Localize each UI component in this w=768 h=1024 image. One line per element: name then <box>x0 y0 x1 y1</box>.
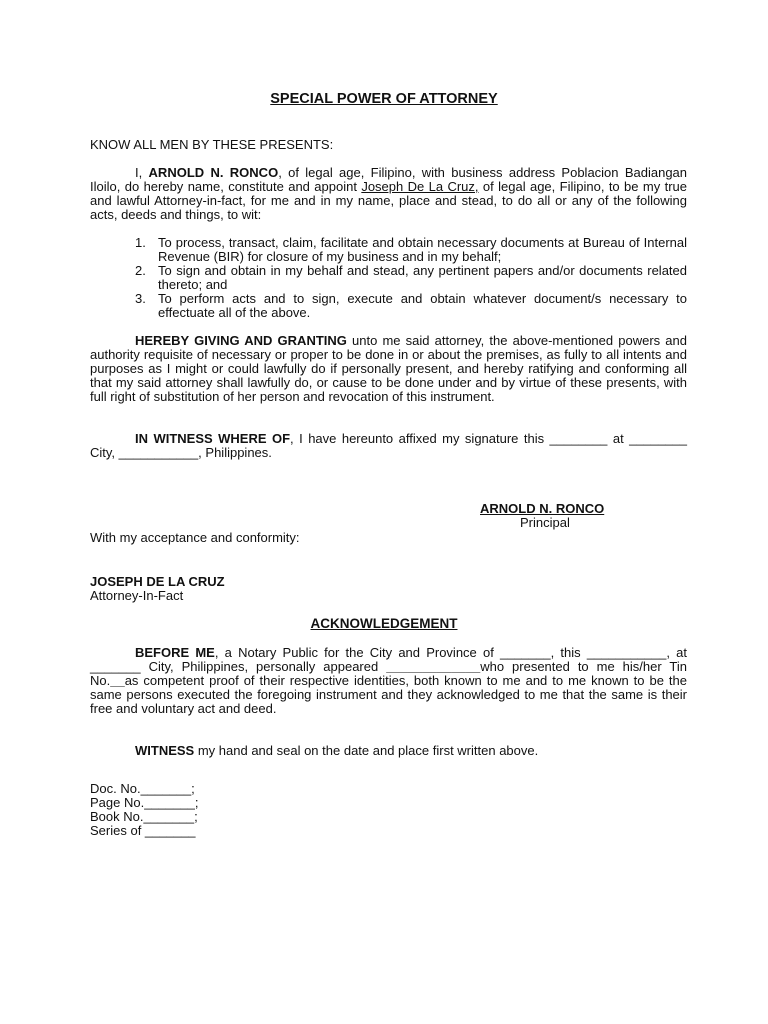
granting-paragraph <box>90 334 687 404</box>
book-no: Book No._______; <box>90 809 198 824</box>
before-me-text-3: as competent proof of their respective identities, both known to me and to me known to be the same persons executed the foregoing instrument and they acknowledged to me that the same is their free and voluntary act and deed. <box>90 673 687 716</box>
acts-list <box>90 236 687 320</box>
witness-lead: WITNESS <box>135 743 195 758</box>
before-me-text-1: , a Notary Public for the City and Province of _______, this ___________, at _______ City, Philippines, personally appeared <box>90 645 687 674</box>
page-no: Page No._______; <box>90 795 199 810</box>
list-item-text: To perform acts and to sign, execute and obtain whatever document/s necessary to effectuate all of the above. <box>158 291 687 320</box>
before-me-lead: BEFORE ME <box>135 645 215 660</box>
principal-name-inline: ARNOLD N. RONCO <box>148 165 279 180</box>
doc-no: Doc. No._______; <box>90 781 195 796</box>
intro-mid: , of legal age, Filipino, with business address Poblacion Badiangan Iloilo, do hereby name, constitute and appoint <box>90 165 688 194</box>
acknowledgement-title: ACKNOWLEDGEMENT <box>310 616 458 631</box>
witness-text: my hand and seal on the date and place first written above. <box>194 743 539 758</box>
list-item-number: 2. <box>135 263 146 278</box>
tin-blank: __ <box>110 673 125 688</box>
witness-clause-text: , I have hereunto affixed my signature this ________ at ________ City, ___________, Philippines. <box>90 431 687 460</box>
granting-text: unto me said attorney, the above-mentioned powers and authority requisite of necessary or proper to be done in or about the premises, as fully to all intents and purposes as I might or could lawfully do if personally present, and hereby ratifying and conforming all that my said attorney shall lawfully do, or cause to be done under and by virtue of these presents, with full right of substitution of her person and revocation of this instrument. <box>90 333 687 404</box>
attorney-signature-role: Attorney-In-Fact <box>90 588 184 603</box>
list-item-number: 3. <box>135 291 146 306</box>
list-item <box>90 292 687 320</box>
list-item-text: To process, transact, claim, facilitate and obtain necessary documents at Bureau of Internal Revenue (BIR) for closure of my business and in my behalf; <box>158 235 687 264</box>
witness-paragraph <box>90 744 687 758</box>
witness-clause-lead: IN WITNESS WHERE OF <box>135 431 291 446</box>
name-blank: _____________ <box>386 659 481 674</box>
before-me-text-2: who presented to me his/her Tin No. <box>90 659 687 688</box>
principal-signature-name: ARNOLD N. RONCO <box>480 501 605 516</box>
intro-post: of legal age, Filipino, to be my true and lawful Attorney-in-fact, for me and in my name, place and stead, to do all or any of the following acts, deeds and things, to wit: <box>90 179 687 222</box>
list-item <box>90 236 687 264</box>
acceptance-line: With my acceptance and conformity: <box>90 530 300 545</box>
list-item <box>90 264 687 292</box>
witness-clause <box>90 432 687 460</box>
salutation: KNOW ALL MEN BY THESE PRESENTS: <box>90 137 334 152</box>
intro-paragraph <box>90 166 687 222</box>
principal-signature-role: Principal <box>520 515 570 530</box>
intro-pre: I, <box>135 165 149 180</box>
list-item-number: 1. <box>135 235 146 250</box>
before-me-paragraph <box>90 646 687 716</box>
series-of: Series of _______ <box>90 823 196 838</box>
list-item-text: To sign and obtain in my behalf and stead, any pertinent papers and/or documents related thereto; and <box>158 263 687 292</box>
granting-lead: HEREBY GIVING AND GRANTING <box>135 333 347 348</box>
attorney-signature-name: JOSEPH DE LA CRUZ <box>90 574 225 589</box>
attorney-name-inline: Joseph De La Cruz, <box>361 179 479 194</box>
document-title: SPECIAL POWER OF ATTORNEY <box>270 91 498 107</box>
